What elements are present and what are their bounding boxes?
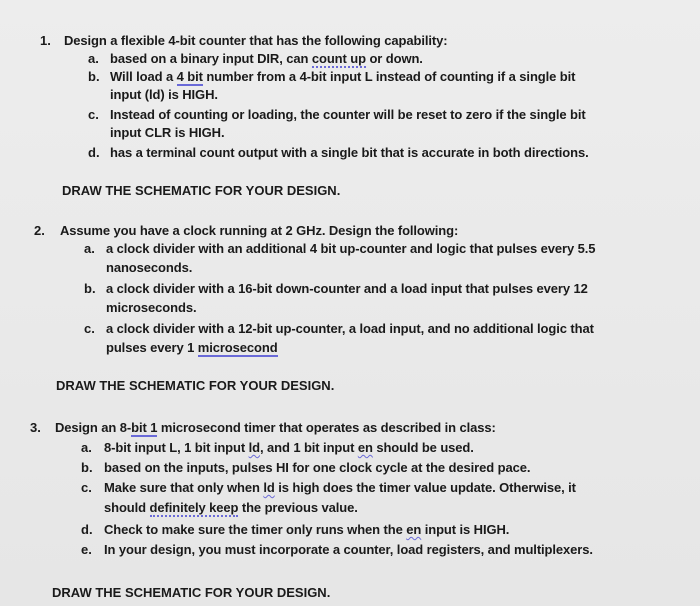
q2-item-c-letter: c. xyxy=(84,321,95,336)
q2-item-a-line2: nanoseconds. xyxy=(106,260,193,275)
q3-draw-instruction: DRAW THE SCHEMATIC FOR YOUR DESIGN. xyxy=(52,585,331,600)
q1-item-d-letter: d. xyxy=(88,145,100,160)
spellcheck-mark: definitely keep xyxy=(149,500,239,515)
q3-item-b-letter: b. xyxy=(81,460,93,475)
question-1-title: Design a flexible 4-bit counter that has the following capability: xyxy=(64,33,448,48)
q2-item-c-line2: pulses every 1 microsecond xyxy=(106,340,278,355)
q1-item-b-letter: b. xyxy=(88,69,100,84)
q1-item-d: has a terminal count output with a single bit that is accurate in both directions. xyxy=(110,145,589,160)
spellcheck-mark: en xyxy=(406,522,422,537)
q1-item-b-line2: input (ld) is HIGH. xyxy=(110,87,218,102)
question-3-title: Design an 8-bit 1 microsecond timer that operates as described in class: xyxy=(55,420,496,435)
q1-item-a: based on a binary input DIR, can count up or down. xyxy=(110,51,423,66)
q2-draw-instruction: DRAW THE SCHEMATIC FOR YOUR DESIGN. xyxy=(56,378,335,393)
q1-item-c-line2: input CLR is HIGH. xyxy=(110,125,225,140)
q3-item-d-letter: d. xyxy=(81,522,93,537)
q3-item-d: Check to make sure the timer only runs when the en input is HIGH. xyxy=(104,522,510,537)
q1-item-c-letter: c. xyxy=(88,107,99,122)
q3-item-e-letter: e. xyxy=(81,542,92,557)
q2-item-b-letter: b. xyxy=(84,281,96,296)
q1-item-a-letter: a. xyxy=(88,51,99,66)
q3-item-c-line2: should definitely keep the previous value. xyxy=(104,500,358,515)
q2-item-b-line2: microseconds. xyxy=(106,300,197,315)
q2-item-b: a clock divider with a 16-bit down-counter and a load input that pulses every 12 xyxy=(106,281,588,296)
spellcheck-mark: 4 bit xyxy=(176,69,203,84)
question-1-number: 1. xyxy=(40,33,51,48)
q2-item-a: a clock divider with an additional 4 bit up-counter and logic that pulses every 5.5 xyxy=(106,241,596,256)
q3-item-a: 8-bit input L, 1 bit input ld, and 1 bit input en should be used. xyxy=(104,440,474,455)
spellcheck-mark: bit 1 xyxy=(131,420,158,435)
spellcheck-mark: ld xyxy=(263,480,275,495)
q3-item-a-letter: a. xyxy=(81,440,92,455)
q3-item-c-letter: c. xyxy=(81,480,92,495)
spellcheck-mark: en xyxy=(357,440,373,455)
spellcheck-mark: count up xyxy=(311,51,366,66)
q2-item-c: a clock divider with a 12-bit up-counter, a load input, and no additional logic that xyxy=(106,321,594,336)
q2-item-a-letter: a. xyxy=(84,241,95,256)
spellcheck-mark: microsecond xyxy=(197,340,278,355)
q1-item-b: Will load a 4 bit number from a 4-bit input L instead of counting if a single bit xyxy=(110,69,576,84)
spellcheck-mark: ld xyxy=(248,440,260,455)
q1-draw-instruction: DRAW THE SCHEMATIC FOR YOUR DESIGN. xyxy=(62,183,341,198)
q3-item-b: based on the inputs, pulses HI for one clock cycle at the desired pace. xyxy=(104,460,531,475)
question-3-number: 3. xyxy=(30,420,41,435)
question-2-title: Assume you have a clock running at 2 GHz. Design the following: xyxy=(60,223,459,238)
q1-item-c: Instead of counting or loading, the counter will be reset to zero if the single bit xyxy=(110,107,586,122)
q3-item-c: Make sure that only when ld is high does the timer value update. Otherwise, it xyxy=(104,480,576,495)
question-2-number: 2. xyxy=(34,223,45,238)
q3-item-e: In your design, you must incorporate a counter, load registers, and multiplexers. xyxy=(104,542,593,557)
